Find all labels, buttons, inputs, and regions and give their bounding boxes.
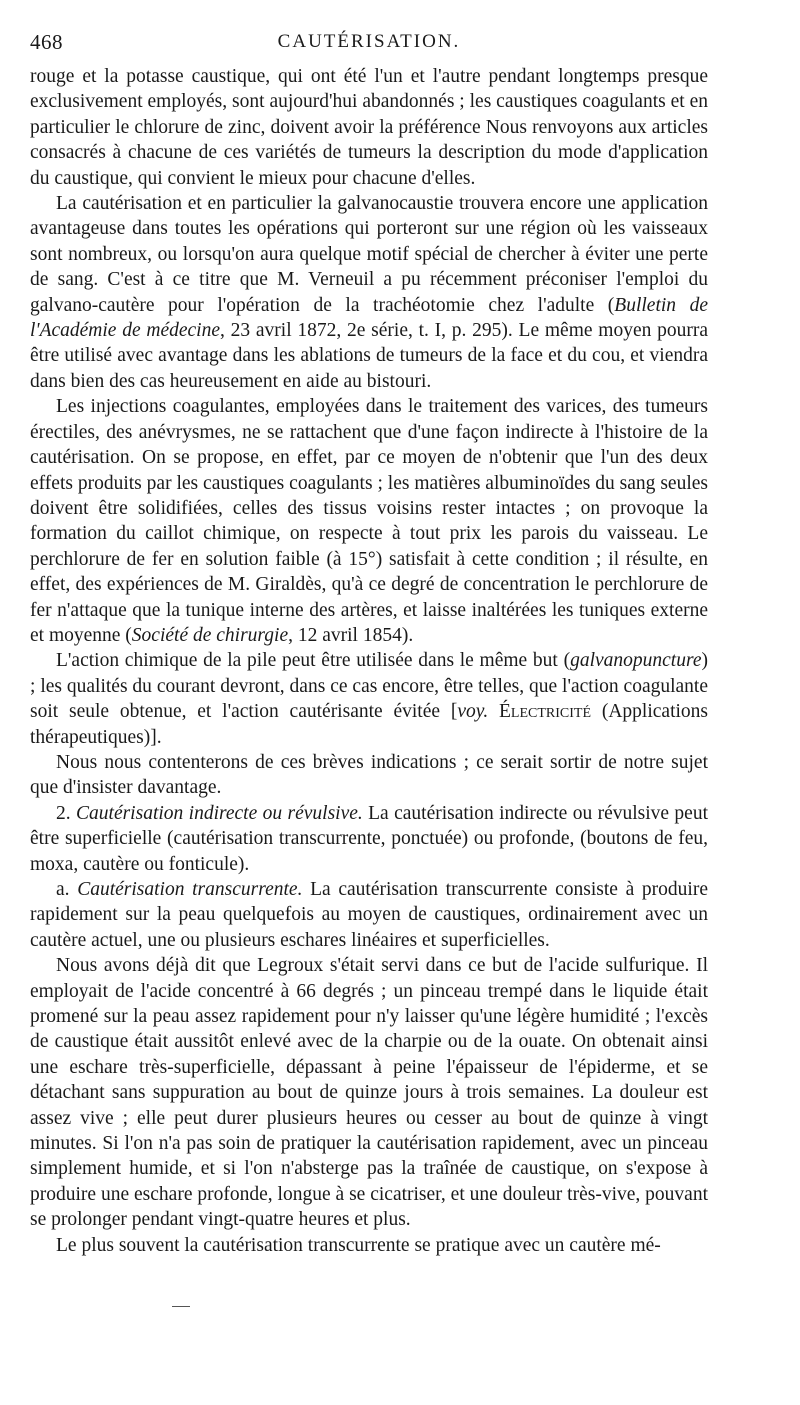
emphasis-text: galvanopuncture — [570, 650, 702, 672]
emphasis-text: Société de chirurgie — [131, 624, 289, 646]
decorative-dash — [172, 1306, 190, 1307]
paragraph — [30, 1233, 708, 1258]
paragraph — [30, 191, 708, 394]
text-run: La cautérisation indirecte ou révulsive peut être superficielle (cautérisation transcurrente, ponctuée) ou profonde, (boutons de feu, moxa, cautère ou fonticule). — [30, 802, 709, 875]
text-run: 2. — [56, 802, 77, 824]
emphasis-text: voy. — [457, 701, 489, 723]
text-run: ) ; les qualités du courant devront, dans ce cas encore, être telles, que l'action coagulante soit seule obtenue, et l'action cautérisante évitée [ — [30, 650, 708, 723]
text-run: La cautérisation transcurrente consiste à produire rapidement sur la peau quelquefois au moyen de caustiques, ordinairement avec un cautère actuel, une ou plusieurs eschares linéaires et superficielles. — [30, 879, 708, 951]
running-title: CAUTÉRISATION. — [277, 31, 461, 52]
text-run: Les injections coagulantes, employées dans le traitement des varices, des tumeurs érectiles, des anévrysmes, ne se rattachent que d'une façon indirecte à l'histoire de la cautérisation. On se propose, en effet, par ce moyen de n'obtenir que l'un des deux effets produits par les caustiques coagulants ; les matières albuminoïdes du sang seules doivent être solidifiées, celles des tissus voisins rester intactes ; on provoque la formation du caillot chimique, on respecte à tout prix les parois du vaisseau. Le perchlorure de fer en solution faible (à 15°) satisfait à cette condition ; il résulte, en effet, des expériences de M. Giraldès, qu'à ce degré de concentration le perchlorure de fer n'attaque que la tunique interne des artères, et laisse inaltérées les tuniques externe et moyenne ( — [30, 396, 708, 646]
text-run — [488, 701, 499, 722]
text-run: Le plus souvent la cautérisation transcurrente se pratique avec un cautère mé- — [56, 1234, 661, 1256]
paragraph — [30, 394, 708, 648]
paragraph — [30, 953, 708, 1232]
body-text — [30, 64, 708, 1258]
text-run: , 23 avril 1872, 2e série, t. I, p. 295). Le même moyen pourra être utilisé avec avantage dans les ablations de tumeurs de la face et du cou, et viendra dans bien des cas heureusement en aide au bistouri. — [30, 320, 709, 392]
page-number: 468 — [30, 30, 63, 54]
text-run: L'action chimique de la pile peut être utilisée dans le même but ( — [56, 650, 571, 672]
paragraph — [30, 801, 708, 877]
emphasis-text: Bulletin de l'Académie de médecine — [30, 294, 708, 342]
text-run: La cautérisation et en particulier la galvanocaustie trouvera encore une application avantageuse dans toutes les opérations qui porteront sur une région où les vaisseaux sont nombreux, ou lorsqu'on aura quelque motif spécial de chercher à éviter une perte de sang. C'est à ce titre que M. Verneuil a pu récemment préconiser l'emploi du galvano-cautère pour l'opération de la trachéotomie chez l'adulte ( — [30, 193, 708, 316]
emphasis-text: Cautérisation transcurrente. — [77, 879, 303, 900]
paragraph — [30, 750, 708, 801]
emphasis-text: Électricité — [499, 701, 592, 723]
page-header — [30, 26, 708, 64]
text-run: Nous avons déjà dit que Legroux s'était servi dans ce but de l'acide sulfurique. Il employait de l'acide concentré à 66 degrés ; un pinceau trempé dans le liquide était promené sur la peau assez rapidement pour n'y laisser qu'une légère humidité ; l'excès de caustique était aussitôt enlevé avec de la charpie ou de la ouate. On obtenait ainsi une eschare très-superficielle, dépassant à peine l'épaisseur de l'épiderme, et se détachant sans suppuration au bout de quinze jours à trois semaines. La douleur est assez vive ; elle peut durer plusieurs heures ou cesser au bout de quinze à vingt minutes. Si l'on n'a pas soin de pratiquer la cautérisation rapidement, avec un pinceau simplement humide, et si l'on n'absterge pas la traînée de caustique, on s'expose à produire une eschare profonde, longue à se cicatriser, et une douleur très-vive, pouvant se prolonger pendant vingt-quatre heures et plus. — [30, 955, 708, 1231]
paragraph — [30, 64, 708, 191]
text-run: Nous nous contenterons de ces brèves indications ; ce serait sortir de notre sujet que d'insister davantage. — [30, 751, 708, 799]
text-run: a. — [56, 879, 78, 900]
text-run: , 12 avril 1854). — [288, 624, 414, 646]
paragraph — [30, 877, 708, 953]
paragraph — [30, 648, 708, 750]
text-run: (Applications thérapeutiques)]. — [30, 701, 708, 748]
emphasis-text: Cautérisation indirecte ou révulsive. — [76, 802, 363, 824]
text-run: rouge et la potasse caustique, qui ont été l'un et l'autre pendant longtemps presque exclusivement employés, sont aujourd'hui abandonnés ; les caustiques coagulants et en particulier le chlorure de zinc, doivent avoir la préférence Nous renvoyons aux articles consacrés à chacune de ces variétés de tumeurs la description du mode d'application du caustique, qui convient le mieux pour chacune d'elles. — [30, 66, 708, 189]
